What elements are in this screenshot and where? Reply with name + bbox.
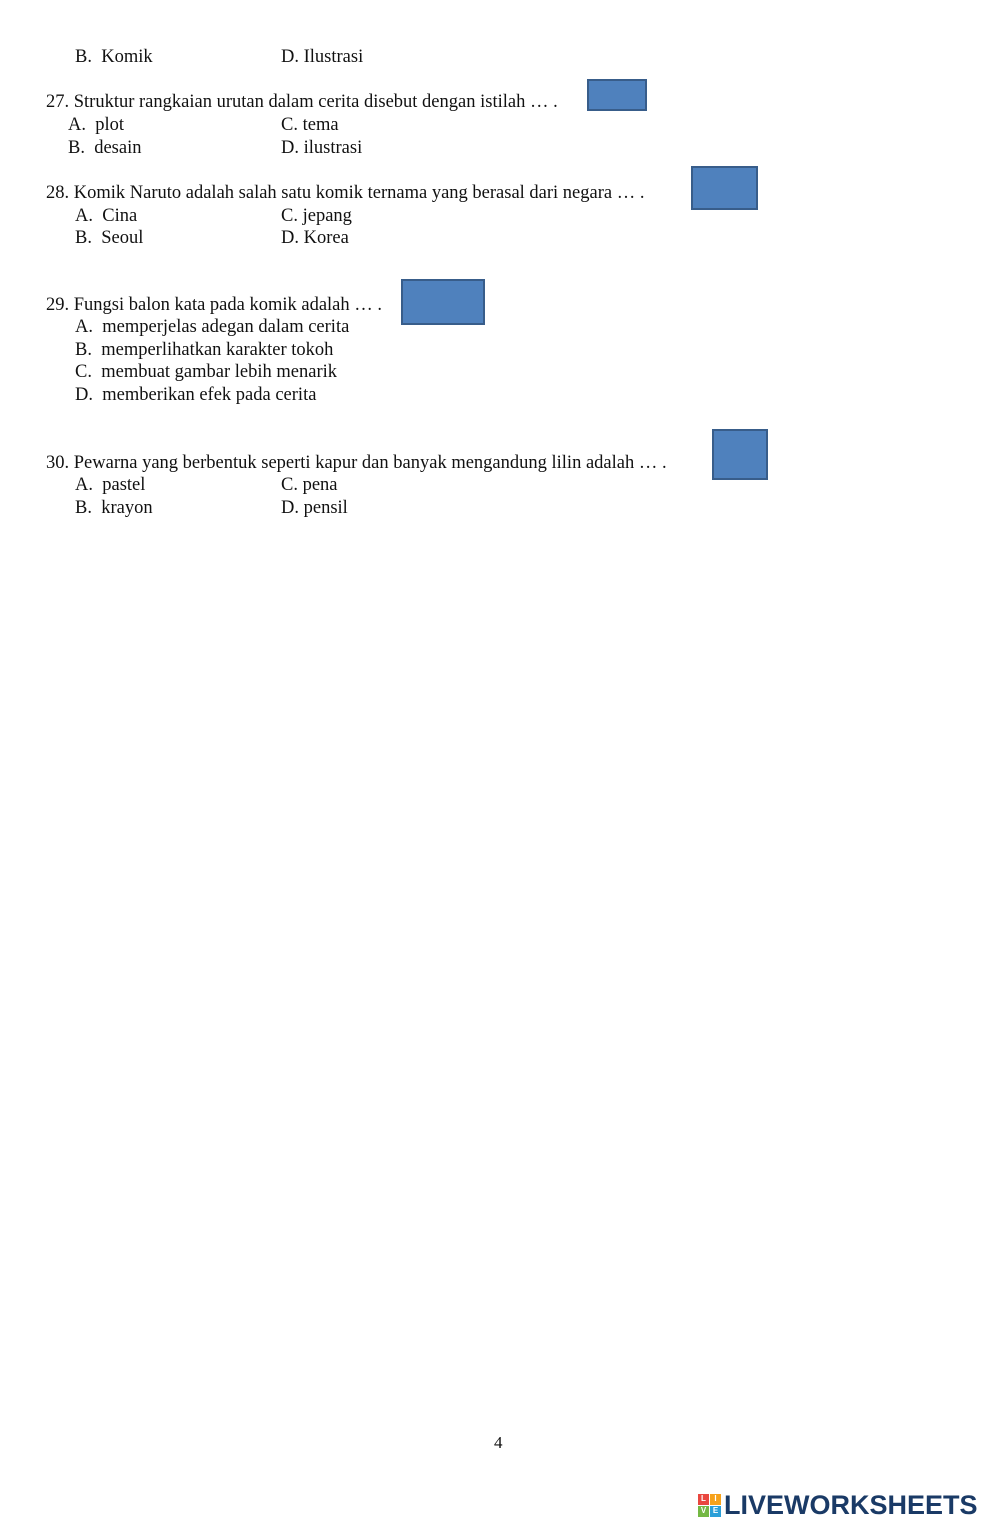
option-text: Korea xyxy=(303,228,349,248)
question-text: Struktur rangkaian urutan dalam cerita disebut dengan istilah … . xyxy=(73,92,558,112)
option-letter: C. xyxy=(281,115,298,135)
option-text: memperjelas adegan dalam cerita xyxy=(102,317,350,337)
option-letter: D. xyxy=(281,47,299,67)
q27-option-c xyxy=(281,116,339,135)
option-letter: B. xyxy=(75,47,92,67)
prev-option-d xyxy=(281,48,363,67)
option-letter: D. xyxy=(281,138,299,158)
option-text: memperlihatkan karakter tokoh xyxy=(101,340,334,360)
option-letter: D. xyxy=(281,228,299,248)
q27-option-b xyxy=(68,139,141,158)
option-text: Cina xyxy=(102,206,138,226)
q30-option-d xyxy=(281,499,348,518)
question-number: 30. xyxy=(46,453,70,473)
option-text: membuat gambar lebih menarik xyxy=(101,362,338,382)
option-letter: D. xyxy=(281,498,299,518)
logo-letter-i: I xyxy=(710,1494,721,1505)
q30-option-a xyxy=(75,476,145,495)
logo-mark-icon xyxy=(698,1494,721,1517)
question-29 xyxy=(46,296,382,315)
option-letter: A. xyxy=(68,115,86,135)
q30-option-b xyxy=(75,499,153,518)
q29-option-c xyxy=(75,363,337,382)
option-letter: C. xyxy=(281,475,298,495)
q30-option-c xyxy=(281,476,338,495)
option-letter: B. xyxy=(75,228,92,248)
option-letter: D. xyxy=(75,385,93,405)
logo-text: LIVEWORKSHEETS xyxy=(724,1489,978,1520)
question-text: Komik Naruto adalah salah satu komik ternama yang berasal dari negara … . xyxy=(73,183,645,203)
question-number: 27. xyxy=(46,92,70,112)
option-text: pastel xyxy=(102,475,146,495)
option-letter: B. xyxy=(75,340,92,360)
q29-option-d xyxy=(75,386,316,405)
q28-option-d xyxy=(281,229,349,248)
option-text: pena xyxy=(302,475,338,495)
q28-option-b xyxy=(75,229,143,248)
liveworksheets-logo xyxy=(698,1489,978,1521)
option-letter: A. xyxy=(75,475,93,495)
question-28 xyxy=(46,184,644,203)
q28-option-c xyxy=(281,207,352,226)
answer-box-28[interactable] xyxy=(691,166,758,210)
q27-option-d xyxy=(281,139,362,158)
question-text: Fungsi balon kata pada komik adalah … . xyxy=(73,295,383,315)
logo-letter-e: E xyxy=(710,1506,721,1517)
option-text: Komik xyxy=(101,47,153,67)
option-text: tema xyxy=(302,115,339,135)
prev-option-b xyxy=(75,48,153,67)
option-text: ilustrasi xyxy=(303,138,363,158)
question-number: 29. xyxy=(46,295,70,315)
question-27 xyxy=(46,93,558,112)
option-text: pensil xyxy=(303,498,348,518)
option-letter: A. xyxy=(75,317,93,337)
question-30 xyxy=(46,454,667,473)
q29-option-b xyxy=(75,341,333,360)
option-text: plot xyxy=(95,115,125,135)
option-letter: C. xyxy=(75,362,92,382)
option-letter: A. xyxy=(75,206,93,226)
option-text: krayon xyxy=(101,498,153,518)
page-number: 4 xyxy=(494,1433,503,1452)
option-text: memberikan efek pada cerita xyxy=(102,385,317,405)
q27-option-a xyxy=(68,116,124,135)
question-text: Pewarna yang berbentuk seperti kapur dan banyak mengandung lilin adalah … . xyxy=(73,453,667,473)
option-text: Seoul xyxy=(101,228,144,248)
option-letter: B. xyxy=(75,498,92,518)
option-text: desain xyxy=(94,138,142,158)
q28-option-a xyxy=(75,207,137,226)
option-letter: C. xyxy=(281,206,298,226)
answer-box-29[interactable] xyxy=(401,279,485,325)
logo-letter-l: L xyxy=(698,1494,709,1505)
option-text: jepang xyxy=(302,206,352,226)
option-letter: B. xyxy=(68,138,85,158)
answer-box-30[interactable] xyxy=(712,429,768,480)
option-text: Ilustrasi xyxy=(303,47,364,67)
answer-box-27[interactable] xyxy=(587,79,647,111)
logo-letter-v: V xyxy=(698,1506,709,1517)
q29-option-a xyxy=(75,318,349,337)
question-number: 28. xyxy=(46,183,70,203)
